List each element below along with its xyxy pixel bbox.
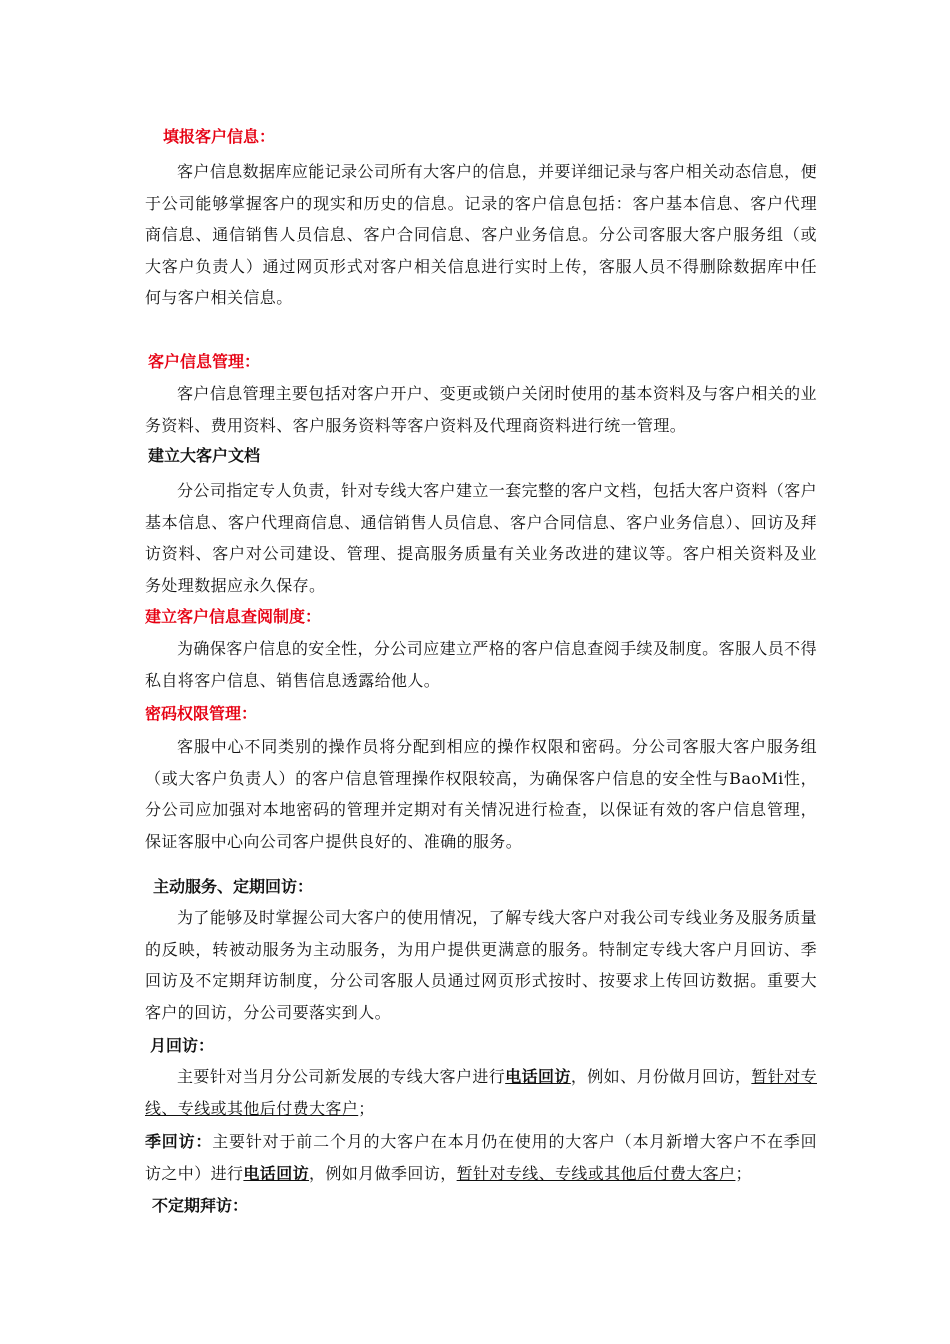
quarterly-phone-visit: 电话回访 <box>243 1163 310 1183</box>
paragraph-customer-info-management: 客户信息管理主要包括对客户开户、变更或锁户关闭时使用的基本资料及与客户相关的业务资料、费用资料、客户服务资料等客户资料及代理商资料进行统一管理。 <box>145 384 817 435</box>
paragraph-quarterly-visit <box>145 1126 817 1189</box>
monthly-scope-note: 暂针对专线、专线或其他后付费大客户 <box>145 1067 817 1118</box>
quarterly-scope-note: 暂针对专线、专线或其他后付费大客户 <box>456 1163 736 1183</box>
heading-quarterly-visit: 季回访： <box>145 1132 213 1151</box>
quarterly-text-pre: 主要针对于前二个月的大客户在本月仍在使用的大客户（本月新增大客户不在季回访之中）进行 <box>145 1132 817 1183</box>
heading-irregular-visit: 不定期拜访： <box>152 1196 249 1215</box>
monthly-text-end: ； <box>358 1098 375 1118</box>
paragraph-active-service-visit: 为了能够及时掌握公司大客户的使用情况，了解专线大客户对我公司专线业务及服务质量的反映，转被动服务为主动服务，为用户提供更满意的服务。特制定专线大客户月回访、季回访及不定期拜访制度，分公司客服人员通过网页形式按时、按要求上传回访数据。重要大客户的回访，分公司要落实到人。 <box>145 908 817 1022</box>
paragraph-info-review-system: 为确保客户信息的安全性，分公司应建立严格的客户信息查阅手续及制度。客服人员不得私自将客户信息、销售信息透露给他人。 <box>145 639 817 690</box>
paragraph-monthly-visit <box>145 1061 817 1124</box>
monthly-text-pre: 主要针对当月分公司新发展的专线大客户进行 <box>177 1067 506 1086</box>
paragraph-build-customer-archive: 分公司指定专人负责，针对专线大客户建立一套完整的客户文档，包括大客户资料（客户基本信息、客户代理商信息、通信销售人员信息、客户合同信息、客户业务信息）、回访及拜访资料、客户对公司建设、管理、提高服务质量有关业务改进的建议等。客户相关资料及业务处理数据应永久保存。 <box>145 481 817 595</box>
quarterly-text-mid: ，例如月做季回访， <box>309 1163 457 1183</box>
heading-active-service-visit: 主动服务、定期回访： <box>153 877 314 896</box>
paragraph-fill-customer-info: 客户信息数据库应能记录公司所有大客户的信息，并要详细记录与客户相关动态信息，便于公司能够掌握客户的现实和历史的信息。记录的客户信息包括：客户基本信息、客户代理商信息、通信销售人员信息、客户合同信息、客户业务信息。分公司客服大客户服务组（或大客户负责人）通过网页形式对客户相关信息进行实时上传，客服人员不得删除数据库中任何与客户相关信息。 <box>145 162 817 307</box>
paragraph-password-permission: 客服中心不同类别的操作员将分配到相应的操作权限和密码。分公司客服大客户服务组（或大客户负责人）的客户信息管理操作权限较高，为确保客户信息的安全性与BaoMi性，分公司应加强对本地密码的管理并定期对有关情况进行检查，以保证有效的客户信息管理，保证客服中心向公司客户提供良好的、准确的服务。 <box>145 737 817 851</box>
heading-customer-info-management: 客户信息管理： <box>148 352 261 371</box>
heading-password-permission: 密码权限管理： <box>145 704 258 723</box>
heading-info-review-system: 建立客户信息查阅制度： <box>145 607 322 626</box>
heading-fill-customer-info: 填报客户信息： <box>163 127 276 146</box>
heading-build-customer-archive: 建立大客户文档 <box>148 446 261 465</box>
quarterly-text-end: ； <box>735 1163 752 1183</box>
monthly-phone-visit: 电话回访 <box>505 1067 571 1086</box>
heading-monthly-visit: 月回访： <box>150 1036 215 1055</box>
monthly-text-mid: ，例如、月份做月回访， <box>570 1067 752 1086</box>
